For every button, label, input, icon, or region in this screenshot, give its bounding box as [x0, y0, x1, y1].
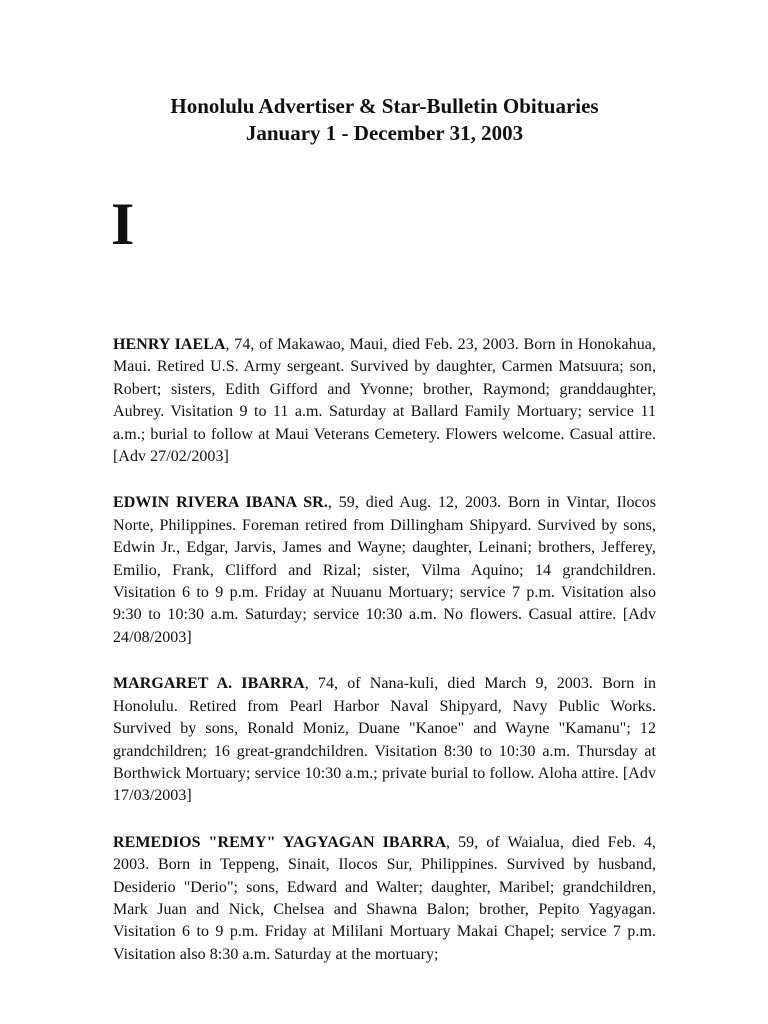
- obituary-entry: [113, 832, 656, 966]
- obituary-entry: [113, 673, 656, 807]
- title-line-1: Honolulu Advertiser & Star-Bulletin Obituaries: [170, 94, 599, 118]
- document-title: [113, 93, 656, 147]
- document-page: [113, 93, 656, 990]
- obituary-name: EDWIN RIVERA IBANA SR.: [113, 494, 328, 512]
- obituary-text: , 74, of Nana-kuli, died March 9, 2003. Born in Honolulu. Retired from Pearl Harbor Naval Shipyard, Navy Public Works. Survived by sons, Ronald Moniz, Duane "Kanoe" and Wayne "Kamanu"; 12 grandchildren; 16 great-grandchildren. Visitation 8:30 to 10:30 a.m. Thursday at Borthwick Mortuary; service 10:30 a.m.; private burial to follow. Aloha attire. [Adv 17/03/2003]: [113, 675, 657, 805]
- section-letter: I: [111, 191, 135, 257]
- title-line-2: January 1 - December 31, 2003: [245, 121, 524, 145]
- obituary-entry: [113, 334, 656, 468]
- obituary-name: REMEDIOS "REMY" YAGYAGAN IBARRA: [113, 833, 447, 851]
- obituary-text: , 74, of Makawao, Maui, died Feb. 23, 2003. Born in Honokahua, Maui. Retired U.S. Army sergeant. Survived by daughter, Carmen Matsuura; son, Robert; sisters, Edith Gifford and Yvonne; brother, Raymond; granddaughter, Aubrey. Visitation 9 to 11 a.m. Saturday at Ballard Family Mortuary; service 11 a.m.; burial to follow at Maui Veterans Cemetery. Flowers welcome. Casual attire. [Adv 27/02/2003]: [113, 336, 656, 466]
- obituary-text: , 59, died Aug. 12, 2003. Born in Vintar, Ilocos Norte, Philippines. Foreman retired from Dillingham Shipyard. Survived by sons, Edwin Jr., Edgar, Jarvis, James and Wayne; daughter, Leinani; brothers, Jefferey, Emilio, Frank, Clifford and Rizal; sister, Vilma Aquino; 14 grandchildren. Visitation 6 to 9 p.m. Friday at Nuuanu Mortuary; service 7 p.m. Visitation also 9:30 to 10:30 a.m. Saturday; service 10:30 a.m. No flowers. Casual attire. [Adv 24/08/2003]: [113, 494, 656, 646]
- obituary-name: MARGARET A. IBARRA: [113, 675, 305, 693]
- obituary-text: , 59, of Waialua, died Feb. 4, 2003. Born in Teppeng, Sinait, Ilocos Sur, Philippines. Survived by husband, Desiderio "Derio"; sons, Edward and Walter; daughter, Maribel; grandchildren, Mark Juan and Nick, Chelsea and Shawna Balon; brother, Pepito Yagyagan. Visitation 6 to 9 p.m. Friday at Mililani Mortuary Makai Chapel; service 7 p.m. Visitation also 8:30 a.m. Saturday at the mortuary;: [113, 833, 656, 963]
- obituary-name: HENRY IAELA: [113, 336, 226, 353]
- obituary-list: [113, 334, 656, 966]
- obituary-entry: [113, 492, 656, 649]
